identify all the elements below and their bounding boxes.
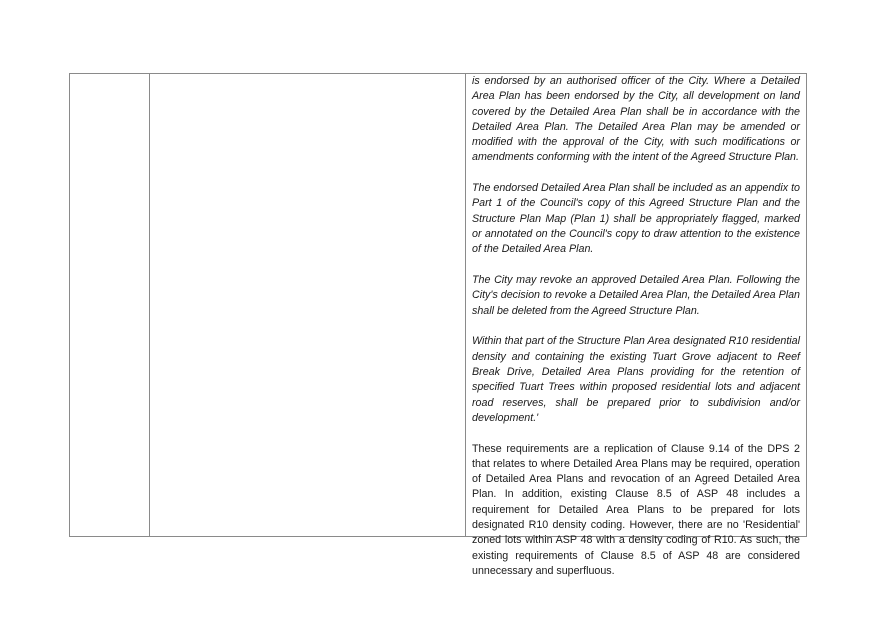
- paragraph-revocation: The City may revoke an approved Detailed Area Plan. Following the City's decision to revoke a Detailed Area Plan, the Detailed Area Plan shall be deleted from the Agreed Structure Plan.: [472, 274, 800, 317]
- paragraph-tuart-grove: Within that part of the Structure Plan Area designated R10 residential density and containing the existing Tuart Grove adjacent to Reef Break Drive, Detailed Area Plans providing for the retention of specified Tuart Trees within proposed residential lots and adjacent road reserves, shall be prepared prior to subdivision and/or development.': [472, 335, 800, 424]
- paragraph-endorsement: is endorsed by an authorised officer of the City. Where a Detailed Area Plan has been endorsed by the City, all development on land covered by the Detailed Area Plan shall be in accordance with the Detailed Area Plan. The Detailed Area Plan may be amended or modified with the approval of the City, with such modifications or amendments conforming with the intent of the Agreed Structure Plan.: [472, 75, 800, 164]
- paragraph-commentary: These requirements are a replication of Clause 9.14 of the DPS 2 that relates to where Detailed Area Plans may be required, operation of Detailed Area Plans and revocation of an Agreed Detailed Area Plan. In addition, existing Clause 8.5 of ASP 48 includes a requirement for Detailed Area Plans to be prepared for lots designated R10 density coding. However, there are no 'Residential' zoned lots within ASP 48 with a density coding of R10. As such, the existing requirements of Clause 8.5 of ASP 48 are considered unnecessary and superfluous.: [472, 442, 800, 577]
- table-cell-column-3: [466, 74, 806, 577]
- document-table: [69, 73, 807, 577]
- table-cell-column-1: [70, 74, 150, 536]
- table-cell-column-2: [150, 74, 466, 536]
- paragraph-appendix: The endorsed Detailed Area Plan shall be included as an appendix to Part 1 of the Council's copy of this Agreed Structure Plan and the Structure Plan Map (Plan 1) shall be appropriately flagged, marked or annotated on the Council's copy to draw attention to the existence of the Detailed Area Plan.: [472, 182, 800, 256]
